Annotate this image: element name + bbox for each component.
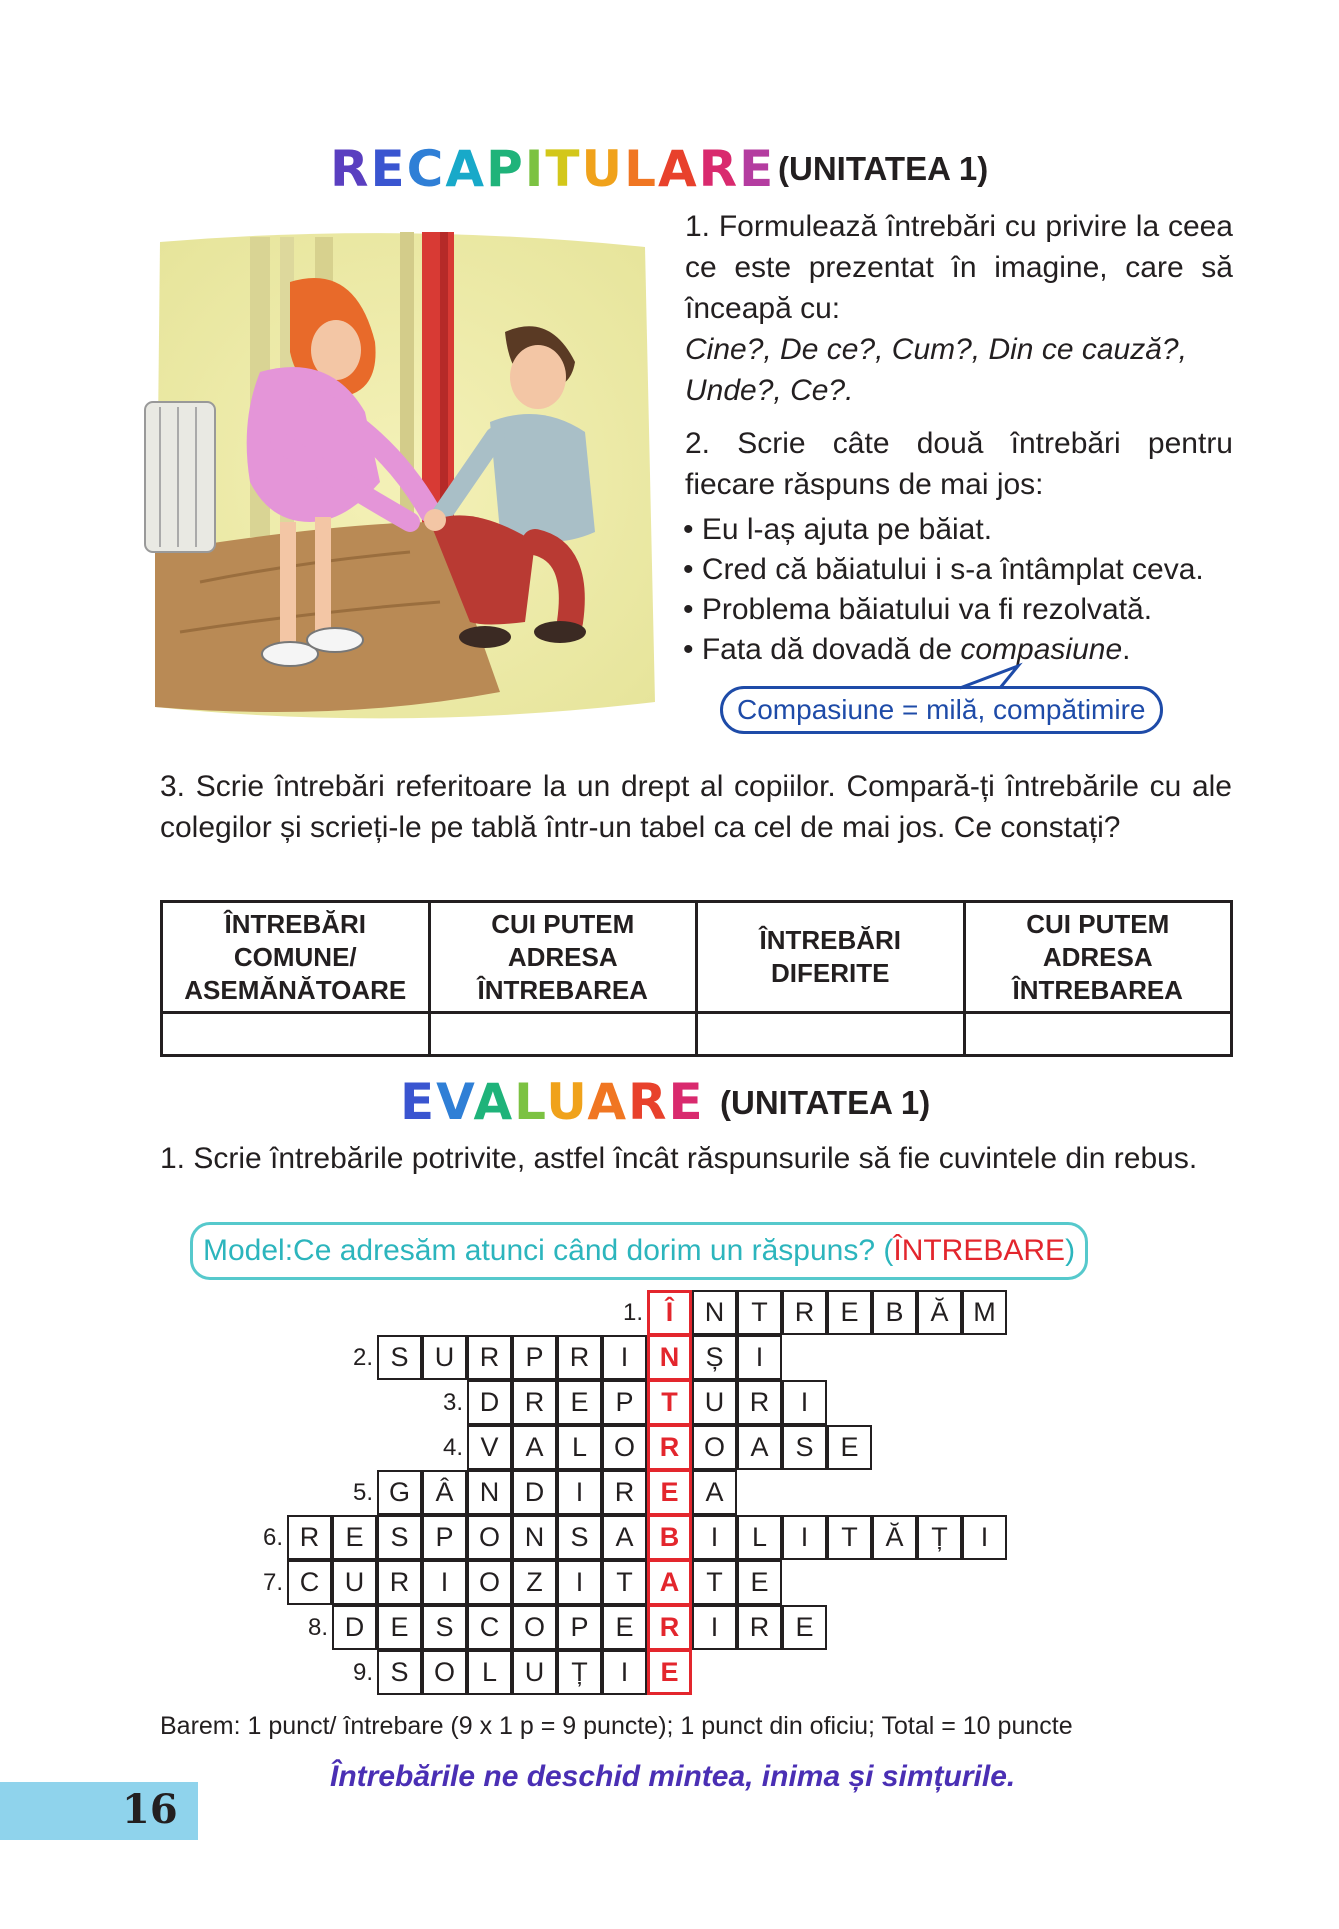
crossword-cell[interactable]: Ă xyxy=(917,1290,962,1335)
crossword-cell[interactable]: M xyxy=(962,1290,1007,1335)
crossword-cell[interactable]: R xyxy=(557,1335,602,1380)
bullet-4-word: compasiune xyxy=(960,633,1123,666)
crossword-row-number: 5. xyxy=(352,1479,373,1506)
crossword-key-cell[interactable]: E xyxy=(647,1470,692,1515)
crossword-cell[interactable]: Ă xyxy=(872,1515,917,1560)
header-line: ASEMĂNĂTOARE xyxy=(184,974,407,1005)
model-box xyxy=(190,1222,1088,1280)
header-addressee-1 xyxy=(429,902,697,1013)
compasiune-callout: Compasiune = milă, compătimire xyxy=(720,686,1163,734)
table-header-row xyxy=(162,902,1232,1013)
crossword-cell[interactable]: P xyxy=(557,1605,602,1650)
crossword-cell[interactable]: G xyxy=(377,1470,422,1515)
crossword-cell[interactable]: Ț xyxy=(917,1515,962,1560)
crossword-cell[interactable]: A xyxy=(512,1425,557,1470)
title-letter: L xyxy=(514,1073,547,1131)
crossword-key-cell[interactable]: B xyxy=(647,1515,692,1560)
crossword-cell[interactable]: Â xyxy=(422,1470,467,1515)
crossword-cell[interactable]: N xyxy=(512,1515,557,1560)
crossword-cell[interactable]: E xyxy=(737,1560,782,1605)
crossword-cell[interactable]: E xyxy=(602,1605,647,1650)
page-number: 16 xyxy=(122,1786,178,1833)
crossword-key-cell[interactable]: E xyxy=(647,1650,692,1695)
bullet-4 xyxy=(683,630,1204,670)
crossword-key-cell[interactable]: R xyxy=(647,1605,692,1650)
crossword-cell[interactable]: A xyxy=(602,1515,647,1560)
questions-table xyxy=(160,900,1233,1057)
header-line: DIFERITE xyxy=(771,958,890,988)
crossword-cell[interactable]: R xyxy=(737,1605,782,1650)
crossword-key-cell[interactable]: A xyxy=(647,1560,692,1605)
crossword-cell[interactable]: P xyxy=(512,1335,557,1380)
title-letter: A xyxy=(587,1073,629,1131)
crossword-cell[interactable]: C xyxy=(467,1605,512,1650)
task1-text: 1. Formulează întrebări cu privire la ceea ce este prezentat în imagine, care să înceapă cu: xyxy=(685,210,1233,325)
crossword-cell[interactable]: R xyxy=(512,1380,557,1425)
crossword-cell[interactable]: E xyxy=(377,1605,422,1650)
title-letter: I xyxy=(524,140,546,198)
crossword-cell[interactable]: O xyxy=(467,1560,512,1605)
crossword-cell[interactable]: O xyxy=(692,1425,737,1470)
header-line: ÎNTREBĂRI xyxy=(224,908,367,939)
crossword-cell[interactable]: Ș xyxy=(692,1335,737,1380)
header-line: CUI PUTEM xyxy=(1026,908,1170,939)
crossword-cell[interactable]: S xyxy=(377,1515,422,1560)
table-row xyxy=(162,1013,1232,1056)
crossword-cell[interactable]: I xyxy=(692,1605,737,1650)
bullet-2: • Cred că băiatului i s-a întâmplat ceva. xyxy=(683,553,1204,586)
title-letter: L xyxy=(624,140,658,198)
crossword-cell[interactable]: R xyxy=(782,1290,827,1335)
crossword-cell[interactable]: B xyxy=(872,1290,917,1335)
crossword-cell[interactable]: O xyxy=(422,1650,467,1695)
header-different-questions xyxy=(697,902,965,1013)
header-line: CUI PUTEM xyxy=(491,908,635,939)
crossword-cell[interactable]: D xyxy=(467,1380,512,1425)
header-line: ADRESA xyxy=(1042,941,1153,972)
crossword-cell[interactable]: R xyxy=(287,1515,332,1560)
title-letter: C xyxy=(406,140,446,198)
crossword-cell[interactable]: T xyxy=(827,1515,872,1560)
model-prefix: Model:Ce adresăm atunci când dorim un răspuns? ( xyxy=(203,1234,894,1267)
crossword-row-number: 1. xyxy=(622,1299,643,1326)
crossword-cell[interactable]: S xyxy=(782,1425,827,1470)
crossword-cell[interactable]: I xyxy=(557,1560,602,1605)
title-letter: R xyxy=(628,1073,669,1131)
crossword-cell[interactable]: T xyxy=(602,1560,647,1605)
crossword-cell[interactable]: Ț xyxy=(557,1650,602,1695)
recap-title xyxy=(330,140,775,198)
eval-subtitle: (UNITATEA 1) xyxy=(720,1084,931,1121)
title-letter: U xyxy=(581,140,625,198)
crossword-cell[interactable]: I xyxy=(782,1380,827,1425)
crossword-cell[interactable]: D xyxy=(332,1605,377,1650)
crossword-cell[interactable]: I xyxy=(737,1335,782,1380)
task1-question-words: Cine?, De ce?, Cum?, Din ce cauză?, Unde?, Ce?. xyxy=(685,333,1187,407)
title-letter: E xyxy=(668,1073,705,1131)
crossword-row-number: 8. xyxy=(307,1614,328,1641)
crossword-row-number: 7. xyxy=(262,1569,283,1596)
crossword-row-number: 9. xyxy=(352,1659,373,1686)
crossword-cell[interactable]: U xyxy=(692,1380,737,1425)
title-letter: R xyxy=(330,140,371,198)
task3-text: 3. Scrie întrebări referitoare la un drept al copiilor. Compară-ți întrebările cu ale colegilor și scrieți-le pe tablă într-un tabel ca cel de mai jos. Ce constați? xyxy=(160,770,1232,844)
crossword-row-number: 3. xyxy=(442,1389,463,1416)
crossword-cell[interactable]: E xyxy=(557,1380,602,1425)
illustration-girl-helping-boy xyxy=(140,222,665,732)
header-addressee-2 xyxy=(964,902,1232,1013)
crossword-cell[interactable]: O xyxy=(467,1515,512,1560)
table-cell[interactable] xyxy=(429,1013,697,1056)
table-cell[interactable] xyxy=(162,1013,430,1056)
crossword-cell[interactable]: I xyxy=(557,1470,602,1515)
crossword-cell[interactable]: L xyxy=(737,1515,782,1560)
table-cell[interactable] xyxy=(697,1013,965,1056)
title-letter: E xyxy=(400,1073,437,1131)
crossword-cell[interactable]: V xyxy=(467,1425,512,1470)
crossword-cell[interactable]: I xyxy=(692,1515,737,1560)
title-letter: E xyxy=(370,140,407,198)
crossword-cell[interactable]: T xyxy=(692,1560,737,1605)
table-cell[interactable] xyxy=(964,1013,1232,1056)
crossword-cell[interactable]: R xyxy=(467,1335,512,1380)
crossword-cell[interactable]: I xyxy=(782,1515,827,1560)
crossword-cell[interactable]: U xyxy=(332,1560,377,1605)
model-answer: ÎNTREBARE xyxy=(893,1234,1066,1267)
crossword-cell[interactable]: I xyxy=(602,1650,647,1695)
crossword-cell[interactable]: S xyxy=(422,1605,467,1650)
title-letter: T xyxy=(545,140,582,198)
crossword-cell[interactable]: A xyxy=(692,1470,737,1515)
motto: Întrebările ne deschid mintea, inima și simțurile. xyxy=(330,1760,1016,1793)
crossword-cell[interactable]: N xyxy=(467,1470,512,1515)
title-letter: E xyxy=(739,140,776,198)
crossword-cell[interactable]: L xyxy=(467,1650,512,1695)
eval-task1-text: 1. Scrie întrebările potrivite, astfel încât răspunsurile să fie cuvintele din rebus. xyxy=(160,1142,1198,1175)
crossword-cell[interactable]: I xyxy=(422,1560,467,1605)
crossword-cell[interactable]: E xyxy=(827,1290,872,1335)
crossword-cell[interactable]: S xyxy=(377,1650,422,1695)
crossword-cell[interactable]: R xyxy=(602,1470,647,1515)
crossword-cell[interactable]: O xyxy=(512,1605,557,1650)
barem-text: Barem: 1 punct/ întrebare (9 x 1 p = 9 puncte); 1 punct din oficiu; Total = 10 puncte xyxy=(160,1712,1073,1740)
title-letter: P xyxy=(486,140,525,198)
bullet-4-prefix: • Fata dă dovadă de xyxy=(683,633,961,666)
crossword-cell[interactable]: O xyxy=(602,1425,647,1470)
crossword-cell[interactable]: E xyxy=(782,1605,827,1650)
bullet-4-suffix: . xyxy=(1122,633,1131,666)
bullet-1: • Eu l-aș ajuta pe băiat. xyxy=(683,513,993,546)
crossword-cell[interactable]: C xyxy=(287,1560,332,1605)
crossword-cell[interactable]: T xyxy=(737,1290,782,1335)
crossword-key-cell[interactable]: Î xyxy=(647,1290,692,1335)
model-suffix: ) xyxy=(1065,1234,1076,1267)
crossword-cell[interactable]: Z xyxy=(512,1560,557,1605)
title-letter: A xyxy=(473,1073,515,1131)
crossword-row-number: 6. xyxy=(262,1524,283,1551)
crossword-cell[interactable]: D xyxy=(512,1470,557,1515)
crossword-cell[interactable]: N xyxy=(692,1290,737,1335)
crossword-cell[interactable]: U xyxy=(422,1335,467,1380)
title-letter: A xyxy=(445,140,487,198)
crossword-row-number: 4. xyxy=(442,1434,463,1461)
crossword-cell[interactable]: E xyxy=(827,1425,872,1470)
crossword-cell[interactable]: R xyxy=(377,1560,422,1605)
crossword-cell[interactable]: P xyxy=(422,1515,467,1560)
header-line: ÎNTREBĂRI xyxy=(759,925,902,955)
header-line: ÎNTREBAREA xyxy=(477,974,648,1005)
header-line: COMUNE/ xyxy=(233,941,357,972)
crossword-cell[interactable]: I xyxy=(602,1335,647,1380)
crossword-cell[interactable]: E xyxy=(332,1515,377,1560)
recap-subtitle: (UNITATEA 1) xyxy=(778,150,989,187)
crossword-cell[interactable]: I xyxy=(962,1515,1007,1560)
crossword-cell[interactable]: A xyxy=(737,1425,782,1470)
title-letter: A xyxy=(657,140,699,198)
crossword-cell[interactable]: S xyxy=(377,1335,422,1380)
eval-title xyxy=(400,1073,705,1131)
crossword-row-number: 2. xyxy=(352,1344,373,1371)
title-letter: U xyxy=(546,1073,588,1131)
header-line: ADRESA xyxy=(507,941,618,972)
crossword-cell[interactable]: P xyxy=(602,1380,647,1425)
crossword-key-cell[interactable]: N xyxy=(647,1335,692,1380)
crossword-key-cell[interactable]: T xyxy=(647,1380,692,1425)
header-line: ÎNTREBAREA xyxy=(1012,974,1183,1005)
crossword-key-cell[interactable]: R xyxy=(647,1425,692,1470)
title-letter: V xyxy=(436,1073,474,1131)
crossword-cell[interactable]: U xyxy=(512,1650,557,1695)
crossword-cell[interactable]: R xyxy=(737,1380,782,1425)
crossword-cell[interactable]: S xyxy=(557,1515,602,1560)
bullet-3: • Problema băiatului va fi rezolvată. xyxy=(683,593,1153,626)
illustration-svg xyxy=(140,222,665,732)
task2-bullets xyxy=(683,510,1204,670)
task2-text: 2. Scrie câte două întrebări pentru fiecare răspuns de mai jos: xyxy=(685,427,1233,501)
title-letter: R xyxy=(698,140,740,198)
header-common-questions xyxy=(162,902,430,1013)
crossword-cell[interactable]: L xyxy=(557,1425,602,1470)
